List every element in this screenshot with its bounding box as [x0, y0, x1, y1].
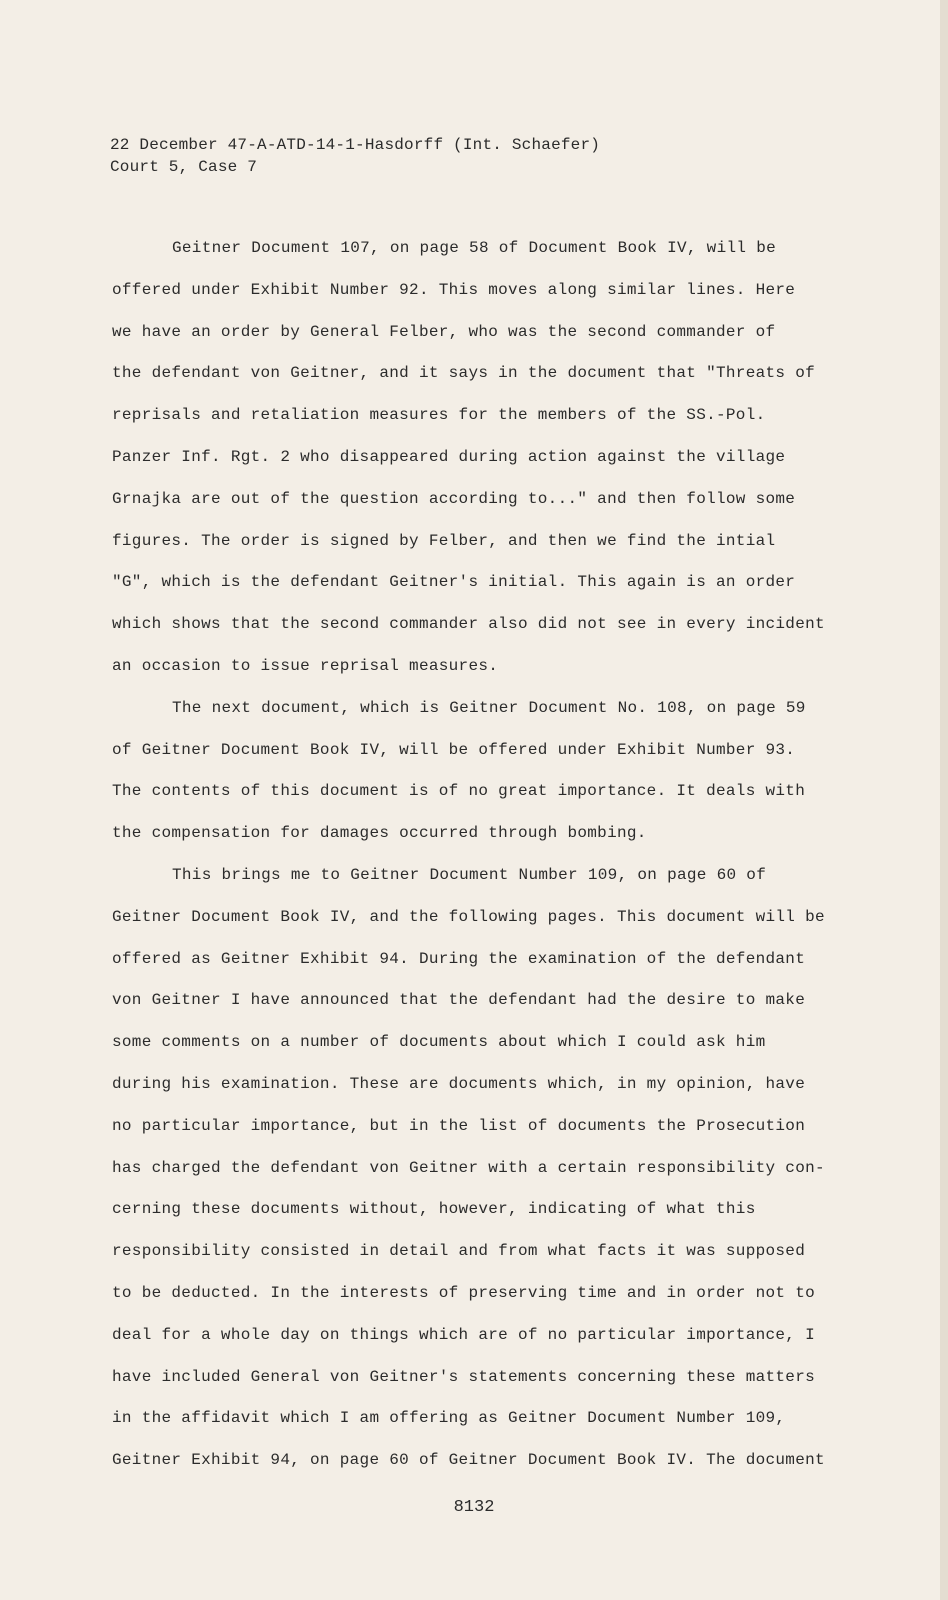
text-line: Geitner Document Book IV, and the following pages. This document will be	[112, 907, 825, 926]
text-line: offered as Geitner Exhibit 94. During the examination of the defendant	[112, 949, 806, 968]
text-line: figures. The order is signed by Felber, and then we find the intial	[112, 531, 776, 550]
text-line: in the affidavit which I am offering as Geitner Document Number 109,	[112, 1409, 786, 1428]
text-line: offered under Exhibit Number 92. This moves along similar lines. Here	[112, 280, 796, 299]
text-line: the compensation for damages occurred through bombing.	[112, 824, 647, 843]
text-line: which shows that the second commander also did not see in every incident	[112, 615, 825, 634]
text-line: responsibility consisted in detail and from what facts it was supposed	[112, 1242, 806, 1261]
text-line: "G", which is the defendant Geitner's initial. This again is an order	[112, 573, 796, 592]
text-line: deal for a whole day on things which are of no particular importance, I	[112, 1325, 816, 1344]
text-line: Geitner Exhibit 94, on page 60 of Geitner Document Book IV. The document	[112, 1451, 825, 1470]
text-line: has charged the defendant von Geitner with a certain responsibility con-	[112, 1158, 825, 1177]
text-line: of Geitner Document Book IV, will be offered under Exhibit Number 93.	[112, 740, 796, 759]
text-line: von Geitner I have announced that the defendant had the desire to make	[112, 991, 806, 1010]
text-line: the defendant von Geitner, and it says in the document that "Threats of	[112, 364, 816, 383]
text-line: The contents of this document is of no great importance. It deals with	[112, 782, 806, 801]
header-line-2: Court 5, Case 7	[110, 158, 258, 176]
text-line: Panzer Inf. Rgt. 2 who disappeared during action against the village	[112, 447, 786, 466]
text-line: we have an order by General Felber, who was the second commander of	[112, 322, 776, 341]
text-line: during his examination. These are documents which, in my opinion, have	[112, 1074, 806, 1093]
text-line: some comments on a number of documents about which I could ask him	[112, 1033, 766, 1052]
text-line: no particular importance, but in the list of documents the Prosecution	[112, 1116, 806, 1135]
text-line: The next document, which is Geitner Document No. 108, on page 59	[172, 698, 806, 717]
document-header	[110, 134, 600, 178]
text-line: Geitner Document 107, on page 58 of Document Book IV, will be	[172, 239, 776, 257]
text-line: This brings me to Geitner Document Number 109, on page 60 of	[172, 865, 767, 884]
page-edge	[940, 0, 948, 1600]
text-line: cerning these documents without, however, indicating of what this	[112, 1200, 756, 1219]
page-number: 8132	[453, 1498, 495, 1517]
header-line-1: 22 December 47-A-ATD-14-1-Hasdorff (Int. Schaefer)	[110, 136, 601, 154]
transcript-body	[112, 228, 872, 1482]
text-line: to be deducted. In the interests of preserving time and in order not to	[112, 1283, 816, 1302]
text-line: reprisals and retaliation measures for the members of the SS.-Pol.	[112, 406, 766, 425]
text-line: an occasion to issue reprisal measures.	[112, 656, 499, 675]
text-line: Grnajka are out of the question according to..." and then follow some	[112, 489, 796, 508]
text-line: have included General von Geitner's statements concerning these matters	[112, 1367, 816, 1386]
